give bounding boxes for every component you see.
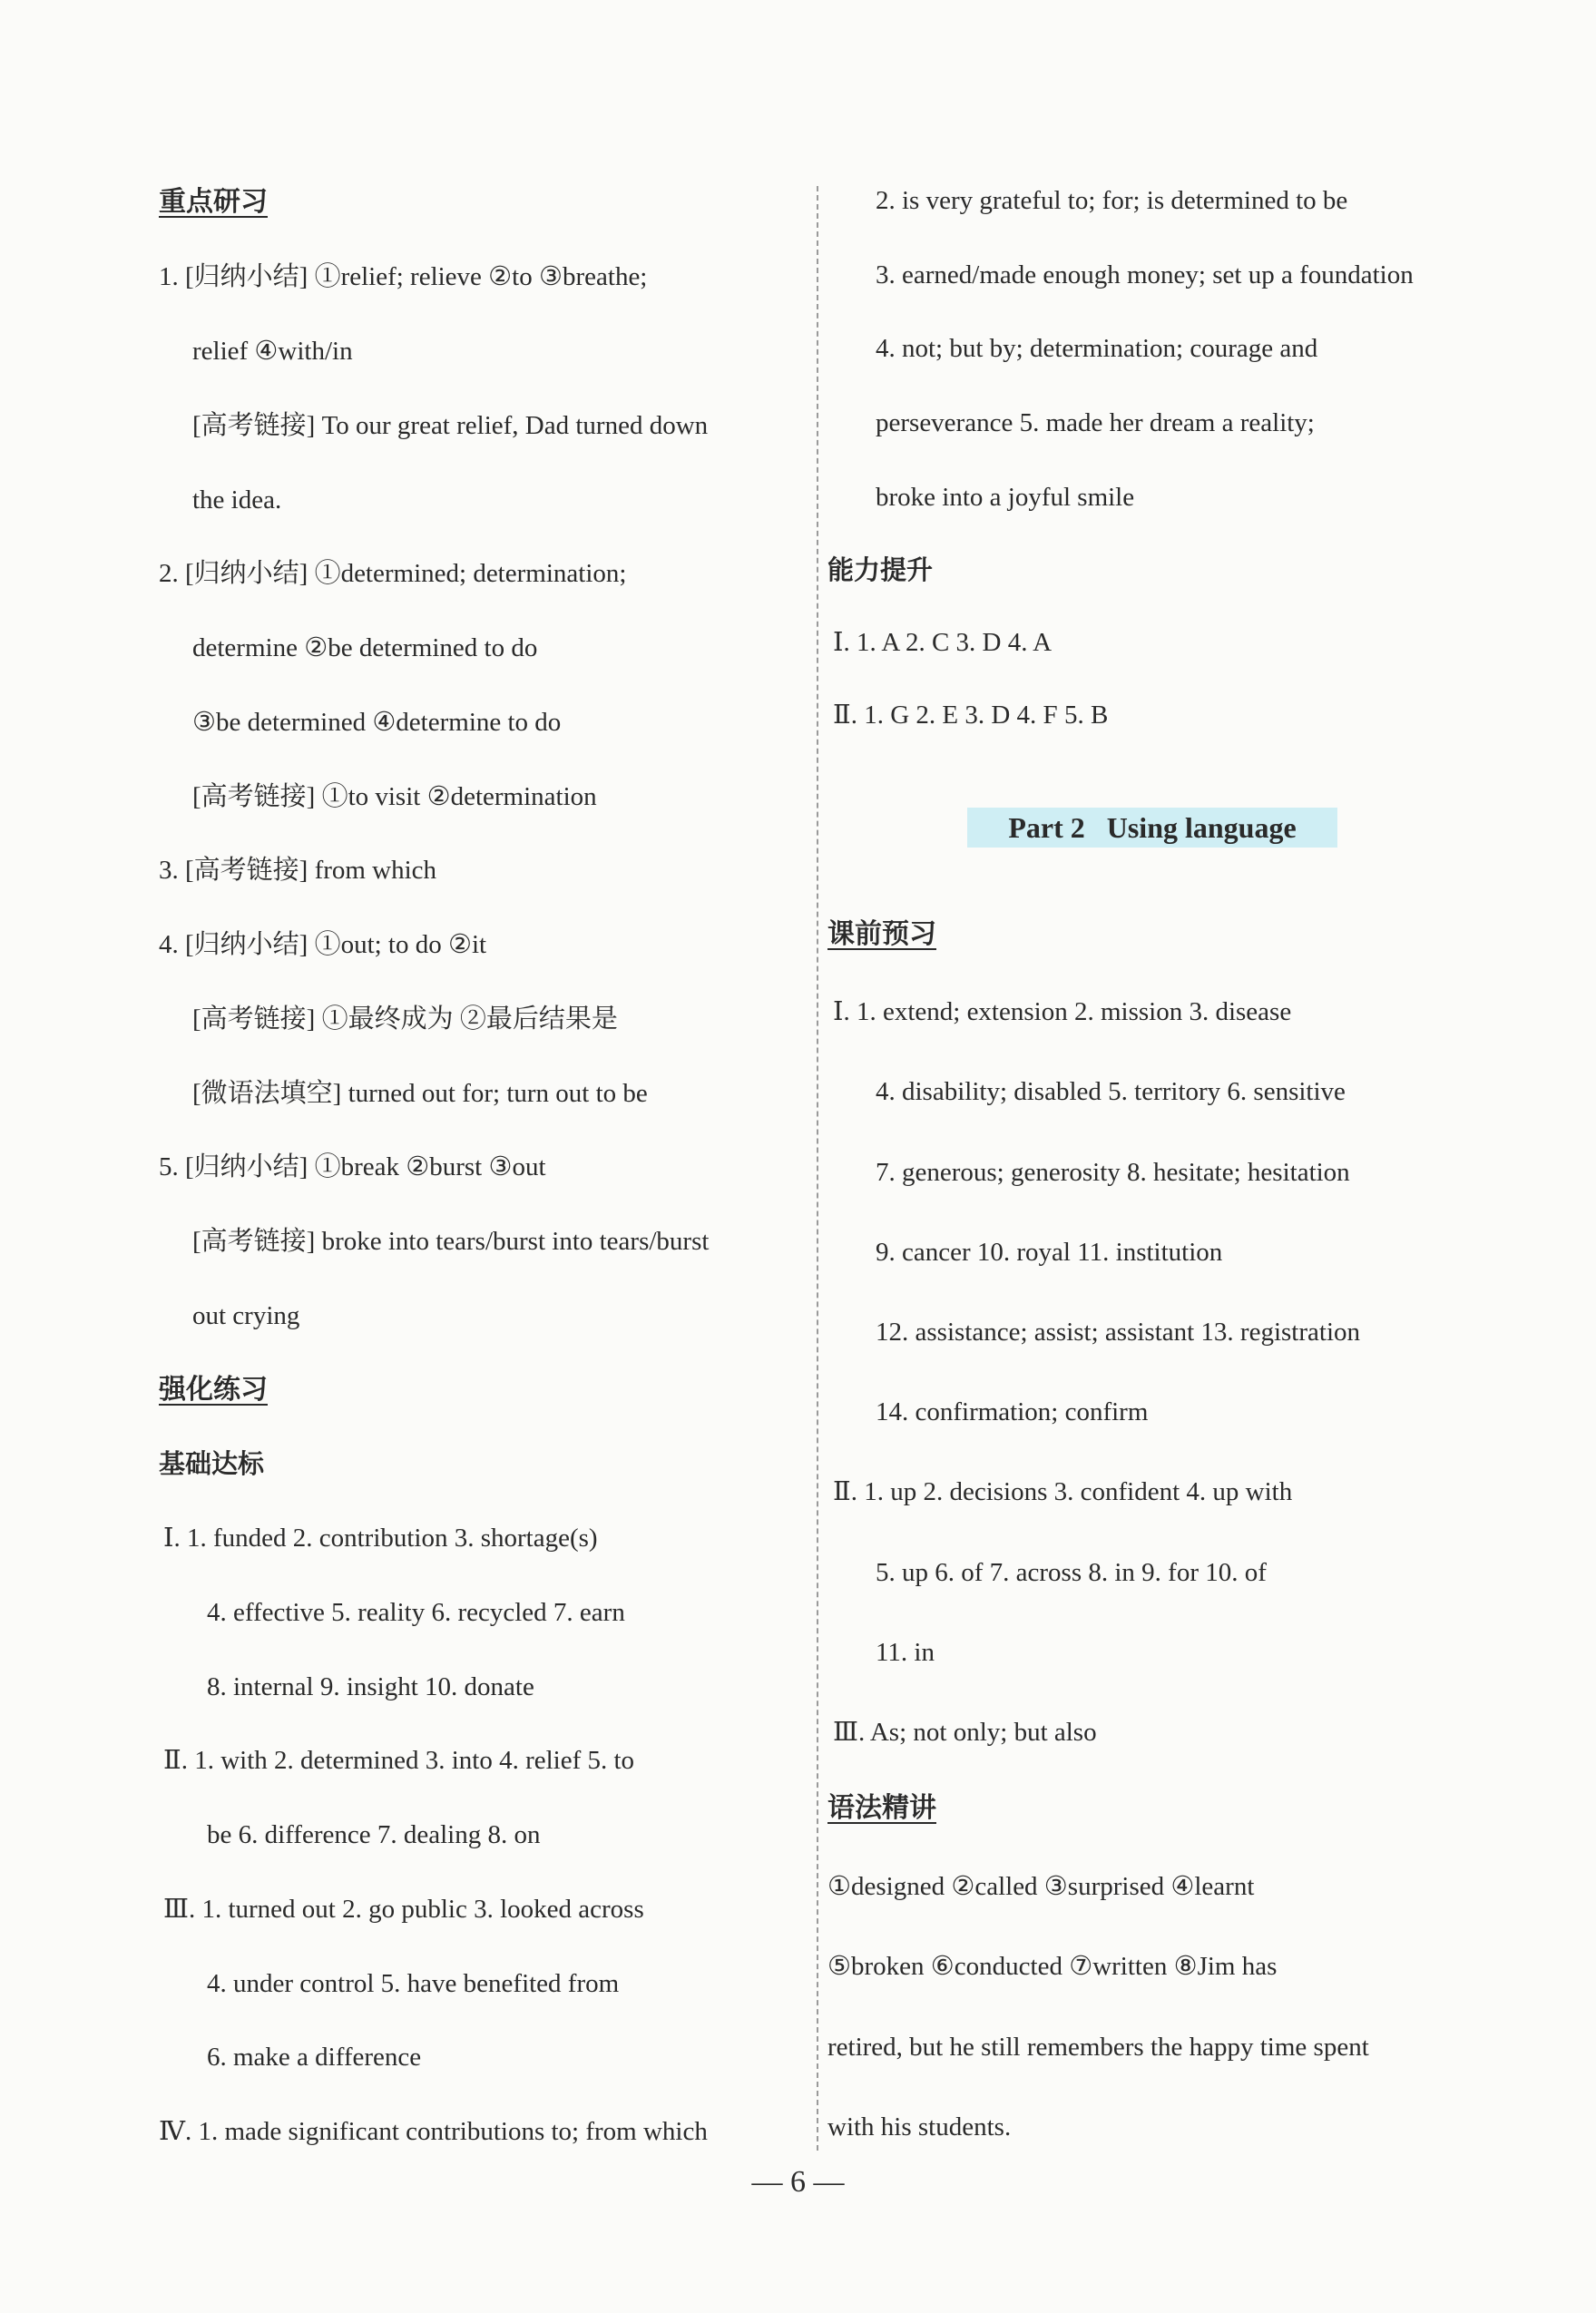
answer-line: be 6. difference 7. dealing 8. on [207, 1820, 541, 1849]
answer-line: [高考链接] broke into tears/burst into tears/burst [192, 1227, 710, 1256]
answer-line: ①designed ②called ③surprised ④learnt [827, 1872, 1255, 1901]
answer-line: ③be determined ④determine to do [192, 708, 562, 737]
subsection-heading: 基础达标 [159, 1448, 265, 1479]
answer-line: Ⅰ. 1. A 2. C 3. D 4. A [833, 628, 1053, 657]
answer-line: 12. assistance; assist; assistant 13. registration [876, 1318, 1361, 1347]
answer-line: 5. up 6. of 7. across 8. in 9. for 10. of [876, 1558, 1267, 1587]
answer-line: 6. make a difference [207, 2043, 422, 2072]
answer-line: Ⅲ. 1. turned out 2. go public 3. looked across [163, 1895, 644, 1924]
answer-line: [微语法填空] turned out for; turn out to be [192, 1079, 648, 1108]
answer-line: Ⅲ. As; not only; but also [833, 1718, 1097, 1747]
answer-line: 2. is very grateful to; for; is determined to be [876, 186, 1348, 215]
answer-line: Ⅱ. 1. with 2. determined 3. into 4. relief 5. to [163, 1746, 635, 1775]
answer-line: perseverance 5. made her dream a reality; [876, 408, 1315, 437]
answer-line: [高考链接] ①to visit ②determination [192, 782, 597, 811]
column-divider [817, 186, 818, 2151]
section-heading: 强化练习 [159, 1374, 268, 1406]
section-heading: 课前预习 [827, 918, 936, 950]
answer-line: 9. cancer 10. royal 11. institution [876, 1238, 1223, 1267]
answer-line: Ⅰ. 1. funded 2. contribution 3. shortage(s) [163, 1524, 598, 1553]
part-banner: Part 2 Using language [967, 808, 1337, 848]
subsection-heading: 能力提升 [827, 554, 934, 585]
answer-line: relief ④with/in [192, 337, 353, 366]
answer-line: 3. earned/made enough money; set up a foundation [876, 260, 1414, 289]
answer-line: 4. disability; disabled 5. territory 6. sensitive [876, 1077, 1346, 1106]
answer-line: 4. effective 5. reality 6. recycled 7. earn [207, 1598, 625, 1627]
answer-line: [高考链接] ①最终成为 ②最后结果是 [192, 1005, 618, 1034]
answer-line: 4. under control 5. have benefited from [207, 1969, 620, 1998]
section-heading: 语法精讲 [827, 1792, 936, 1824]
answer-line: 8. internal 9. insight 10. donate [207, 1672, 534, 1701]
answer-line: Ⅳ. 1. made significant contributions to; from which [159, 2117, 708, 2146]
page-number: — 6 — [751, 2165, 845, 2199]
answer-line: the idea. [192, 485, 282, 515]
answer-line: 2. [归纳小结] ①determined; determination; [159, 559, 627, 588]
answer-line: 7. generous; generosity 8. hesitate; hesitation [876, 1158, 1350, 1187]
answer-line: out crying [192, 1301, 300, 1330]
answer-line: ⑤broken ⑥conducted ⑦written ⑧Jim has [827, 1952, 1278, 1981]
answer-line: 14. confirmation; confirm [876, 1397, 1149, 1426]
answer-line: determine ②be determined to do [192, 633, 538, 662]
answer-line: Ⅱ. 1. up 2. decisions 3. confident 4. up with [833, 1477, 1293, 1506]
answer-line: Ⅰ. 1. extend; extension 2. mission 3. disease [833, 997, 1292, 1026]
answer-line: 3. [高考链接] from which [159, 856, 437, 885]
answer-line: broke into a joyful smile [876, 483, 1135, 512]
answer-line: 11. in [876, 1638, 935, 1667]
answer-line: [高考链接] To our great relief, Dad turned down [192, 411, 709, 440]
answer-line: retired, but he still remembers the happy time spent [827, 2033, 1369, 2062]
answer-line: 4. [归纳小结] ①out; to do ②it [159, 930, 487, 959]
answer-line: Ⅱ. 1. G 2. E 3. D 4. F 5. B [833, 701, 1109, 730]
answer-line: 5. [归纳小结] ①break ②burst ③out [159, 1152, 546, 1181]
answer-line: with his students. [827, 2112, 1012, 2141]
section-heading: 重点研习 [159, 186, 268, 218]
answer-line: 4. not; but by; determination; courage and [876, 334, 1318, 363]
answer-line: 1. [归纳小结] ①relief; relieve ②to ③breathe; [159, 262, 648, 291]
